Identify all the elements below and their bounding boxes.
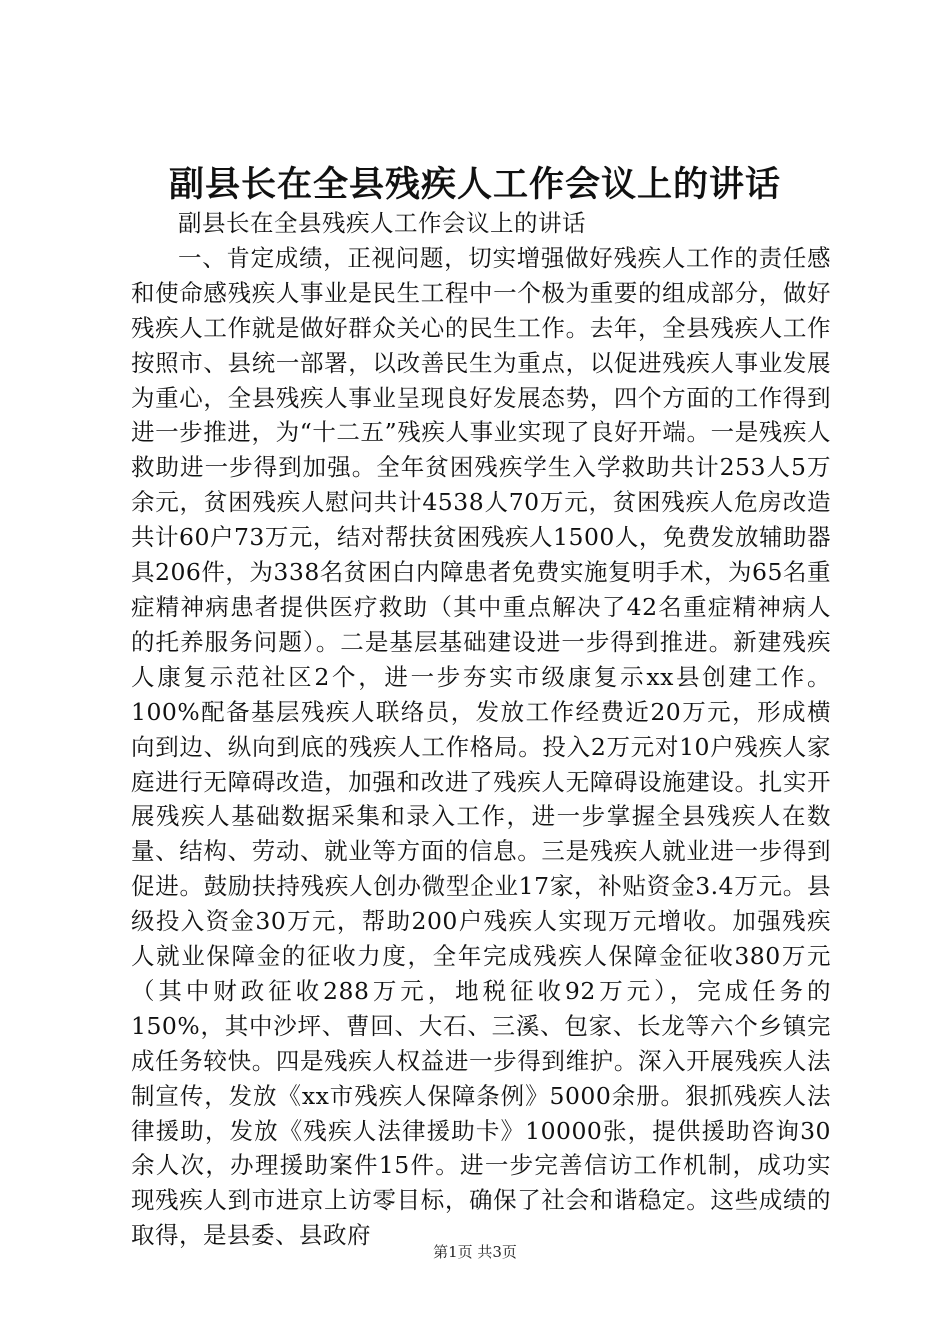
document-subtitle: 副县长在全县残疾人工作会议上的讲话 [178, 209, 586, 237]
page-footer: 第1页 共3页 [433, 1243, 517, 1261]
document-body [131, 206, 831, 1253]
document-title: 副县长在全县残疾人工作会议上的讲话 [168, 164, 781, 205]
body-paragraph: 一、肯定成绩，正视问题，切实增强做好残疾人工作的责任感和使命感残疾人事业是民生工程中一个极为重要的组成部分，做好残疾人工作就是做好群众关心的民生工作。去年，全县残疾人工作按照市、县统一部署，以改善民生为重点，以促进残疾人事业发展为重心，全县残疾人事业呈现良好发展态势，四个方面的工作得到进一步推进，为“十二五”残疾人事业实现了良好开端。一是残疾人救助进一步得到加强。全年贫困残疾学生入学救助共计253人5万余元，贫困残疾人慰问共计4538人70万元，贫困残疾人危房改造共计60户73万元，结对帮扶贫困残疾人1500人，免费发放辅助器具206件，为338名贫困白内障患者免费实施复明手术，为65名重症精神病患者提供医疗救助（其中重点解决了42名重症精神病人的托养服务问题）。二是基层基础建设进一步得到推进。新建残疾人康复示范社区2个，进一步夯实市级康复示xx县创建工作。100%配备基层残疾人联络员，发放工作经费近20万元，形成横向到边、纵向到底的残疾人工作格局。投入2万元对10户残疾人家庭进行无障碍改造，加强和改进了残疾人无障碍设施建设。扎实开展残疾人基础数据采集和录入工作，进一步掌握全县残疾人在数量、结构、劳动、就业等方面的信息。三是残疾人就业进一步得到促进。鼓励扶持残疾人创办微型企业17家，补贴资金3.4万元。县级投入资金30万元，帮助200户残疾人实现万元增收。加强残疾人就业保障金的征收力度，全年完成残疾人保障金征收380万元（其中财政征收288万元，地税征收92万元），完成任务的150%，其中沙坪、曹回、大石、三溪、包家、长龙等六个乡镇完成任务较快。四是残疾人权益进一步得到维护。深入开展残疾人法制宣传，发放《xx市残疾人保障条例》5000余册。狠抓残疾人法律援助，发放《残疾人法律援助卡》10000张，提供援助咨询30余人次，办理援助案件15件。进一步完善信访工作机制，成功实现残疾人到市进京上访零目标，确保了社会和谐稳定。这些成绩的取得，是县委、县政府 [131, 243, 831, 1250]
